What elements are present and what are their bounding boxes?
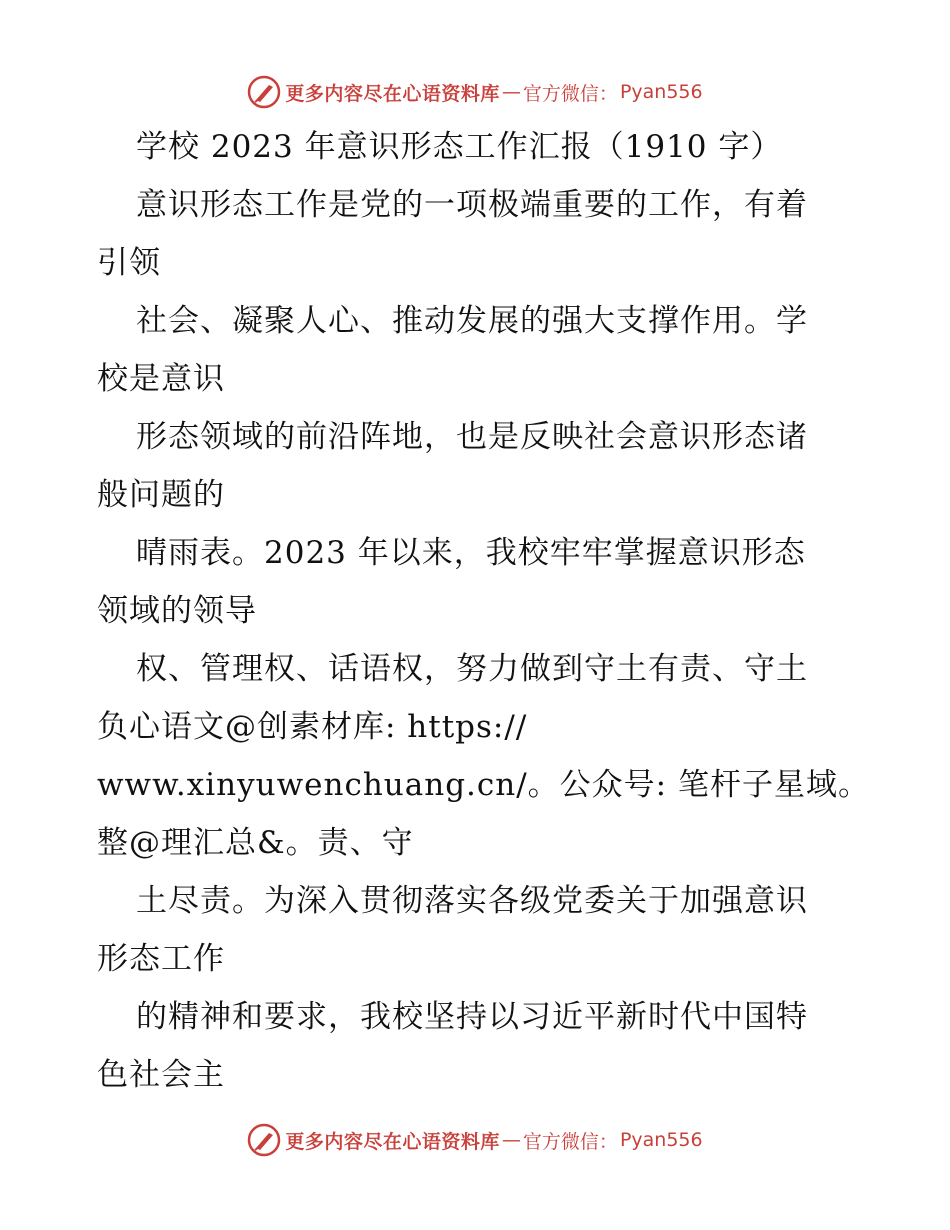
text-line: 意识形态工作是党的一项极端重要的工作，有着 xyxy=(136,187,808,223)
banner-wechat-id: Pyan556 xyxy=(619,1129,703,1151)
text-line: 形态工作 xyxy=(97,941,225,977)
text-line: 权、管理权、话语权，努力做到守土有责、守土 xyxy=(136,651,808,687)
banner-wechat-id: Pyan556 xyxy=(619,81,703,103)
text-line: 土尽责。为深入贯彻落实各级党委关于加强意识 xyxy=(136,883,808,919)
banner-main-text: 更多内容尽在心语资料库 xyxy=(285,82,500,105)
text-line: 的精神和要求，我校坚持以习近平新时代中国特 xyxy=(136,999,808,1035)
banner-main-text: 更多内容尽在心语资料库 xyxy=(285,1130,500,1153)
text-line: 晴雨表。2023 年以来，我校牢牢掌握意识形态 xyxy=(136,535,806,571)
text-line: 校是意识 xyxy=(97,361,225,397)
text-line: 色社会主 xyxy=(97,1057,225,1093)
document-body xyxy=(97,118,870,1104)
quill-logo-icon xyxy=(247,75,281,109)
text-line: 社会、凝聚人心、推动发展的强大支撑作用。学 xyxy=(136,303,808,339)
text-line: 领域的领导 xyxy=(97,593,257,629)
text-line: 引领 xyxy=(97,245,161,281)
text-line: 整@理汇总&。责、守 xyxy=(97,825,414,861)
text-line: 学校 2023 年意识形态工作汇报（1910 字） xyxy=(136,129,783,165)
text-line: 负心语文@创素材库: https:// xyxy=(97,709,528,745)
text-line: 形态领域的前沿阵地，也是反映社会意识形态诸 xyxy=(136,419,808,455)
banner-wechat-label: 官方微信： xyxy=(522,1130,618,1153)
text-line: 般问题的 xyxy=(97,477,225,513)
banner-wechat-label: 官方微信： xyxy=(522,82,618,105)
text-line: www.xinyuwenchuang.cn/。公众号: 笔杆子星域。 xyxy=(97,767,870,803)
banner-dash: — xyxy=(501,81,521,103)
quill-logo-icon xyxy=(247,1123,281,1157)
footer-watermark-banner xyxy=(0,1120,950,1160)
banner-dash: — xyxy=(501,1129,521,1151)
header-watermark-banner xyxy=(0,72,950,112)
